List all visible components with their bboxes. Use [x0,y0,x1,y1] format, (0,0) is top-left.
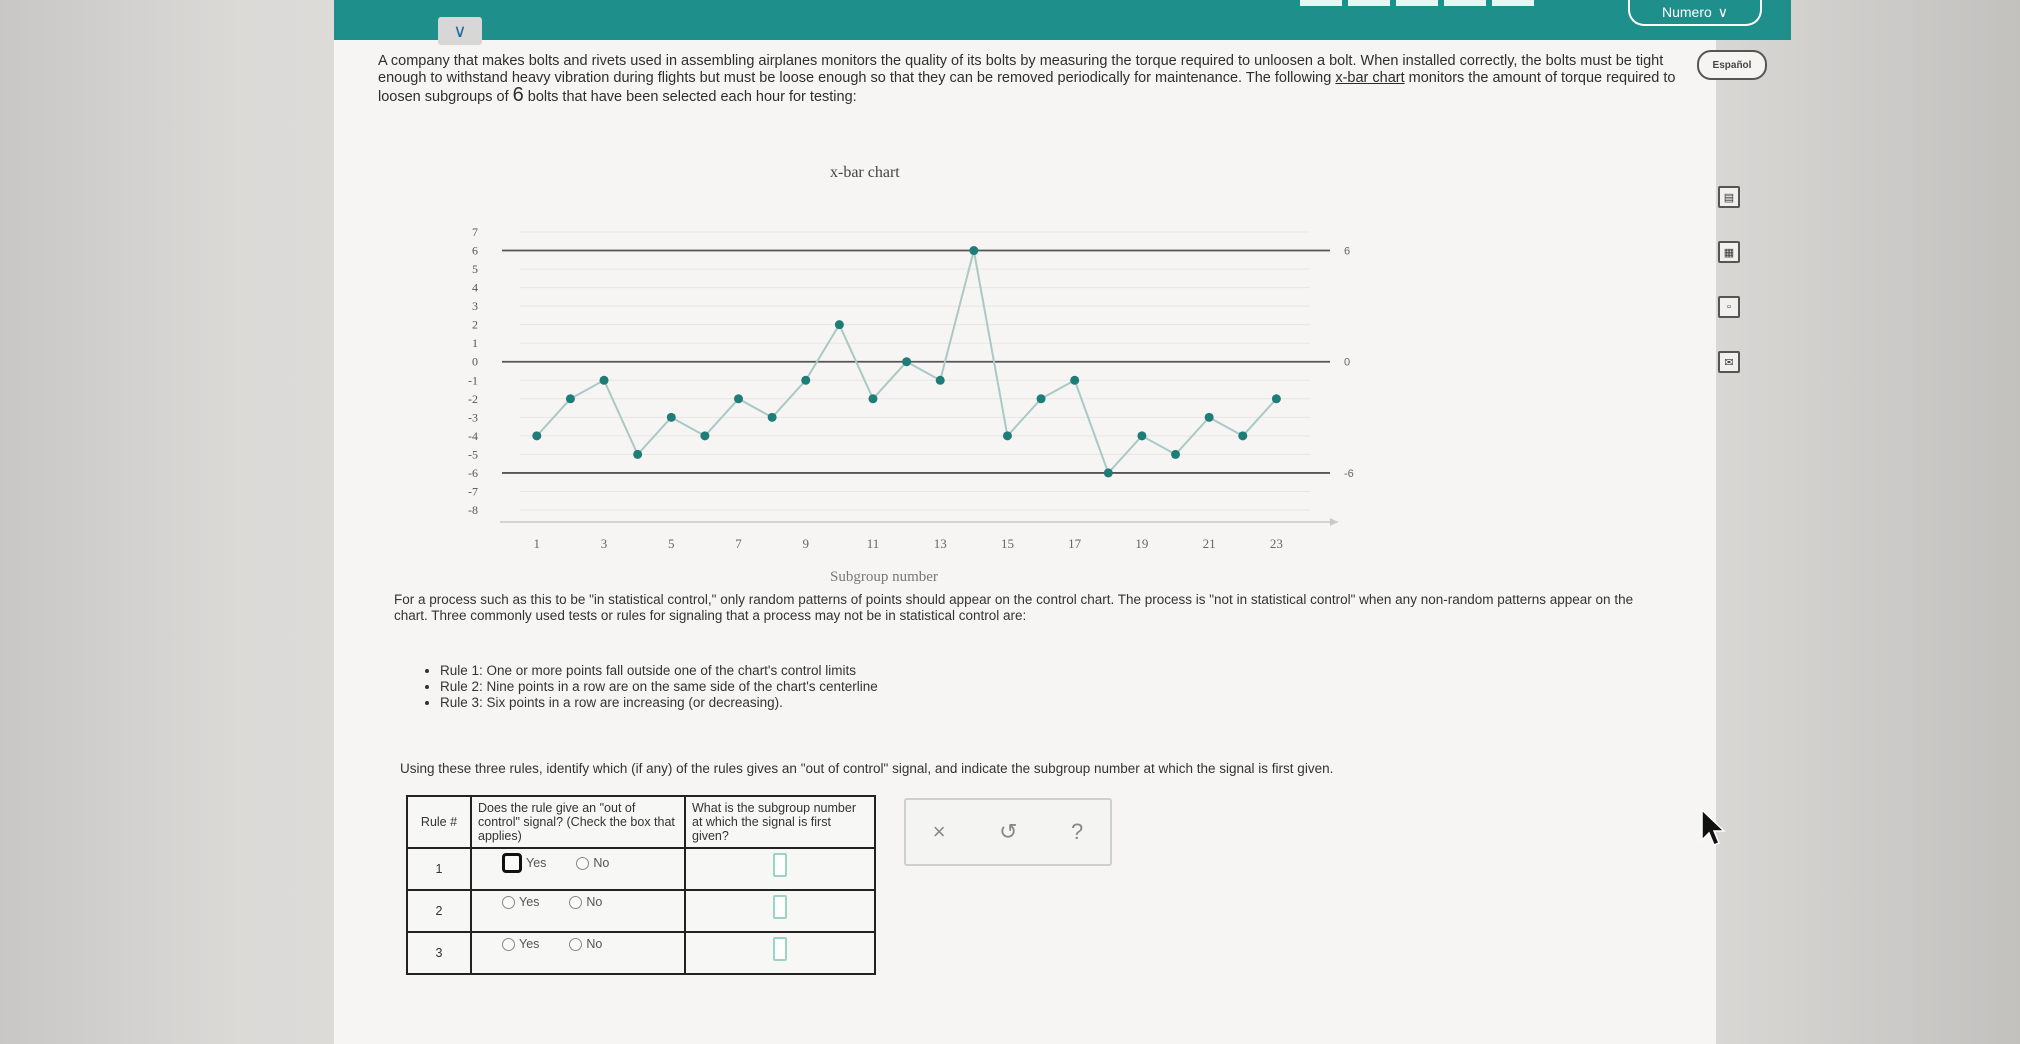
x-tick-label: 19 [1135,536,1149,551]
data-point [902,357,911,366]
clear-icon[interactable]: × [932,819,946,844]
chart-title: x-bar chart [830,164,900,181]
subgroup-size: 6 [512,84,524,106]
signal-cell [471,848,685,890]
y-tick-label: 3 [472,299,478,314]
y-tick-label: 1 [472,336,478,351]
data-point [633,450,642,459]
data-point [734,394,743,403]
action-panel [904,798,1112,866]
no-option[interactable]: No [569,937,602,951]
no-radio[interactable] [569,896,582,909]
top-tab-2[interactable] [1348,0,1390,6]
collapse-button[interactable] [438,17,482,45]
xbar-chart-link[interactable]: x-bar chart [1335,70,1405,86]
no-radio[interactable] [569,938,582,951]
intro-text-1: A company that makes bolts and rivets used in assembling airplanes monitors the quality of its bolts by measuring the torque required to unloosen a bolt. When installed correctly, the bolts must be tight enough to withstand heavy vibration during flights but must be loose enough so that they can be removed periodically for maintenance. The following [378,53,1664,86]
y-tick-label: 4 [472,280,478,295]
subgroup-input[interactable] [773,895,787,919]
data-point [600,376,609,385]
table-row [407,848,875,890]
yes-radio[interactable] [502,853,522,873]
mouse-cursor-icon [1700,808,1726,848]
chevron-down-icon: ∨ [1717,3,1729,20]
top-right-label: Numero [1661,4,1712,20]
rule-item: • Rule 1: One or more points fall outside one of the chart's control limits [440,663,878,679]
yes-option[interactable]: Yes [502,853,546,873]
x-tick-label: 1 [533,536,541,551]
top-bar [334,0,1791,40]
subgroup-cell [685,932,875,974]
y-tick-label: -1 [468,373,478,388]
x-tick-label: 7 [735,536,742,551]
rule-number: 3 [407,932,471,974]
top-tab-3[interactable] [1396,0,1438,6]
x-tick-label: 5 [668,536,675,551]
xbar-chart [430,160,1354,590]
answer-table [406,795,876,975]
data-point [936,376,945,385]
data-point [1003,431,1012,440]
enlarge-icon[interactable]: ▤ [1718,186,1740,208]
y-tick-label: -4 [468,428,478,443]
y-tick-label: 5 [472,262,478,277]
subgroup-cell [685,890,875,932]
header-rule: Rule # [407,796,471,848]
control-line-label: 0 [1344,356,1351,369]
data-point [667,413,676,422]
chevron-down-icon: ∨ [453,20,467,41]
data-point [801,376,810,385]
data-point [1037,394,1046,403]
data-point [1070,376,1079,385]
x-tick-label: 9 [802,536,809,551]
header-subgroup: What is the subgroup number at which the signal is first given? [685,796,875,848]
data-point [1272,394,1281,403]
subgroup-cell [685,848,875,890]
question-text: Using these three rules, identify which (if any) of the rules gives an "out of control" signal, and indicate the subgroup number at which the signal is first given. [400,761,1334,776]
x-tick-label: 3 [600,536,608,551]
data-point [566,394,575,403]
subgroup-input[interactable] [773,937,787,961]
rule-item: • Rule 2: Nine points in a row are on the same side of the chart's centerline [440,679,878,695]
espanol-button[interactable] [1697,50,1767,80]
control-explanation: For a process such as this to be "in statistical control," only random patterns of points should appear on the control chart. The process is "not in statistical control" when any non-random patterns appear on the chart. Three commonly used tests or rules for signaling that a process may not be in statistical control are: [394,592,1634,623]
intro-text-3: bolts that have been selected each hour for testing: [523,89,857,105]
x-tick-label: 17 [1068,536,1082,551]
x-tick-label: 23 [1269,536,1283,551]
rule-number: 2 [407,890,471,932]
table-icon[interactable]: ▦ [1718,241,1740,263]
x-axis-label: Subgroup number [830,569,938,585]
header-signal: Does the rule give an "out of control" signal? (Check the box that applies) [471,796,685,848]
y-tick-label: -8 [468,503,478,517]
intro-paragraph [378,53,1678,106]
x-tick-label: 15 [1000,536,1014,551]
rules-list [410,663,878,711]
x-tick-label: 21 [1202,536,1216,551]
data-point [532,431,541,440]
yes-option[interactable]: Yes [502,895,539,909]
y-tick-label: -6 [468,465,478,480]
data-point [1137,431,1146,440]
rule-item: • Rule 3: Six points in a row are increasing (or decreasing). [440,695,878,711]
signal-cell [471,890,685,932]
no-option[interactable]: No [576,856,609,870]
data-point [1104,468,1113,477]
table-row [407,932,875,974]
top-tab-5[interactable] [1492,0,1534,6]
data-point [835,320,844,329]
y-tick-label: 6 [472,243,478,258]
signal-cell [471,932,685,974]
undo-icon[interactable]: ↺ [999,819,1018,844]
y-tick-label: -2 [468,391,478,406]
x-axis-arrow [1330,518,1338,526]
y-tick-label: 2 [472,317,478,332]
top-tab-4[interactable] [1444,0,1486,6]
data-point [969,246,978,255]
espanol-label: Español [1712,59,1752,71]
yes-radio[interactable] [502,938,515,951]
top-right-button[interactable] [1628,0,1762,26]
y-tick-label: -5 [468,447,478,462]
y-tick-label: -3 [468,410,478,425]
x-tick-label: 11 [866,536,880,551]
yes-option[interactable]: Yes [502,937,539,951]
data-point [1238,431,1247,440]
intro-text-2: monitors the amount of torque required to loosen subgroups of [378,70,1676,105]
table-header-row [407,796,875,848]
x-tick-label: 13 [933,536,947,551]
data-point [1171,450,1180,459]
y-tick-label: -7 [468,484,478,499]
mail-icon[interactable]: ✉ [1718,351,1740,373]
y-tick-label: 0 [472,354,478,369]
print-icon[interactable]: ▫ [1718,296,1740,318]
help-icon[interactable]: ? [1071,819,1084,844]
data-point [768,413,777,422]
data-point [1205,413,1214,422]
table-row [407,890,875,932]
yes-radio[interactable] [502,896,515,909]
top-tab-1[interactable] [1300,0,1342,6]
subgroup-input[interactable] [773,853,787,877]
data-point [868,394,877,403]
rule-number: 1 [407,848,471,890]
control-line-label: -6 [1344,467,1354,480]
y-tick-label: 7 [472,225,478,239]
no-option[interactable]: No [569,895,602,909]
control-line-label: 6 [1344,245,1351,258]
no-radio[interactable] [576,857,589,870]
data-point [700,431,709,440]
